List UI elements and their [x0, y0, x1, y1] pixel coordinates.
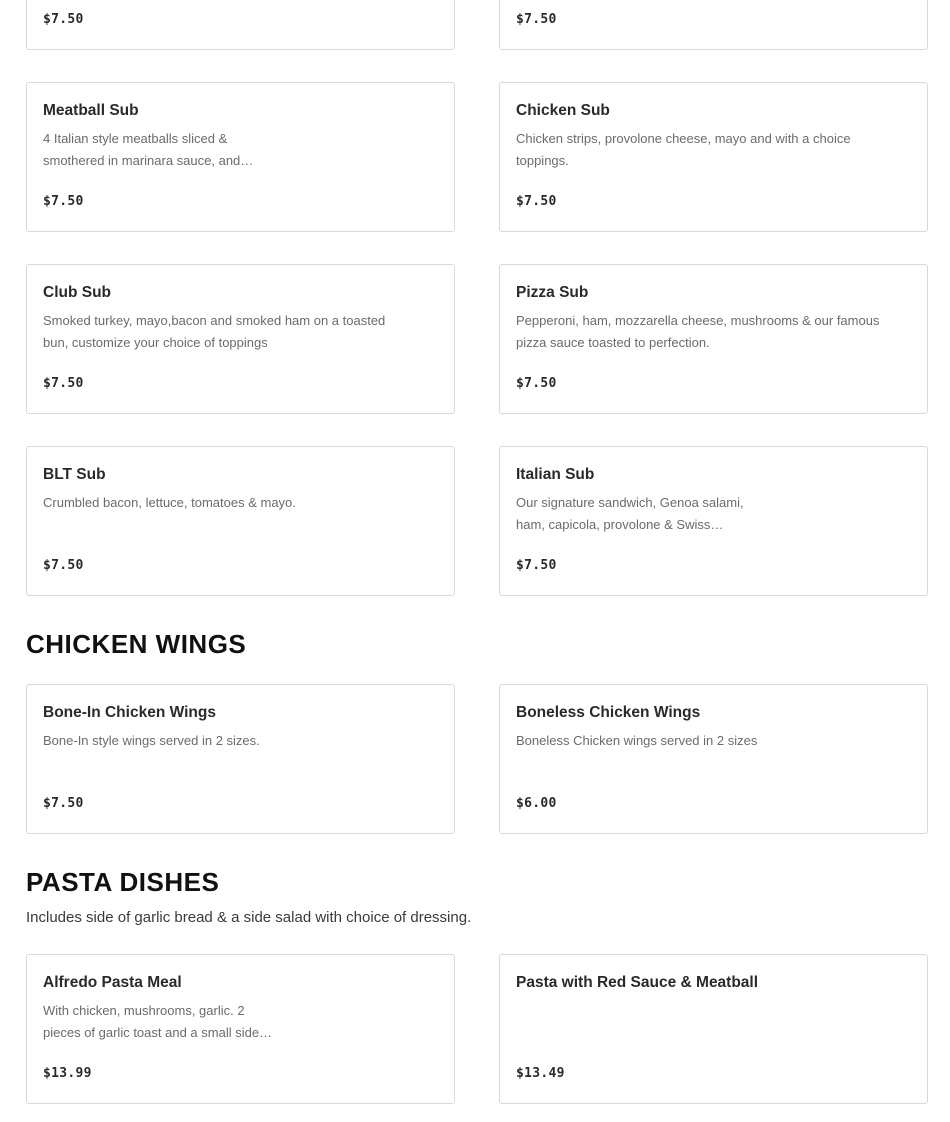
menu-item-description: Pepperoni, ham, mozzarella cheese, mushrooms & our famous pizza sauce toasted to perfection. — [516, 313, 880, 350]
menu-item-name: Alfredo Pasta Meal — [43, 974, 182, 991]
menu-item-description: Boneless Chicken wings served in 2 sizes — [516, 733, 758, 748]
menu-item-bone-in-wings[interactable] — [26, 684, 455, 834]
menu-item-blt-sub[interactable] — [26, 446, 455, 596]
menu-item-price: $7.50 — [516, 194, 557, 209]
menu-item-name: Italian Sub — [516, 466, 595, 483]
menu-item-price: $7.50 — [516, 12, 557, 27]
menu-item-name: Boneless Chicken Wings — [516, 704, 701, 721]
menu-item-name: Meatball Sub — [43, 102, 139, 119]
menu-item-price: $7.50 — [43, 194, 84, 209]
menu-item-pasta-red-sauce[interactable] — [499, 954, 928, 1104]
menu-item-price: $7.50 — [43, 558, 84, 573]
menu-item-name: Club Sub — [43, 284, 112, 301]
menu-item-meatball-sub[interactable] — [26, 82, 455, 232]
menu-item-price: $7.50 — [516, 558, 557, 573]
menu-item-name: Pasta with Red Sauce & Meatball — [516, 974, 759, 991]
menu-item-description: With chicken, mushrooms, garlic. 2 pieces of garlic toast and a small side… — [43, 1003, 273, 1040]
menu-item-price: $7.50 — [43, 796, 84, 811]
menu-item-name: Bone-In Chicken Wings — [43, 704, 216, 721]
menu-item-description: Bone-In style wings served in 2 sizes. — [43, 733, 260, 748]
section-title-pasta-dishes: PASTA DISHES — [26, 867, 220, 897]
menu-item-chicken-sub[interactable] — [499, 82, 928, 232]
menu-item-boneless-wings[interactable] — [499, 684, 928, 834]
menu-item-club-sub[interactable] — [26, 264, 455, 414]
menu-item-pizza-sub[interactable] — [499, 264, 928, 414]
menu-item-price: $6.00 — [516, 796, 557, 811]
section-title-chicken-wings: CHICKEN WINGS — [26, 629, 247, 659]
section-subtitle: Includes side of garlic bread & a side salad with choice of dressing. — [26, 909, 472, 926]
menu-item-description: Crumbled bacon, lettuce, tomatoes & mayo. — [43, 495, 296, 510]
menu-item-name: Chicken Sub — [516, 102, 610, 119]
menu-item-card[interactable] — [26, 0, 455, 50]
menu-item-price: $7.50 — [43, 376, 84, 391]
menu-item-name: BLT Sub — [43, 466, 106, 483]
menu-item-description: Smoked turkey, mayo,bacon and smoked ham on a toasted bun, customize your choice of toppings — [43, 313, 386, 350]
menu-item-price: $13.49 — [516, 1066, 565, 1081]
menu-item-alfredo-pasta[interactable] — [26, 954, 455, 1104]
menu-item-price: $13.99 — [43, 1066, 92, 1081]
menu-item-italian-sub[interactable] — [499, 446, 928, 596]
menu-item-name: Pizza Sub — [516, 284, 589, 301]
menu-item-price: $7.50 — [516, 376, 557, 391]
menu-item-description: Our signature sandwich, Genoa salami, ham, capicola, provolone & Swiss… — [516, 495, 744, 532]
menu-item-price: $7.50 — [43, 12, 84, 27]
menu-item-card[interactable] — [499, 0, 928, 50]
menu-item-description: Chicken strips, provolone cheese, mayo and with a choice toppings. — [516, 131, 851, 168]
menu-item-description: 4 Italian style meatballs sliced & smothered in marinara sauce, and… — [43, 131, 254, 168]
